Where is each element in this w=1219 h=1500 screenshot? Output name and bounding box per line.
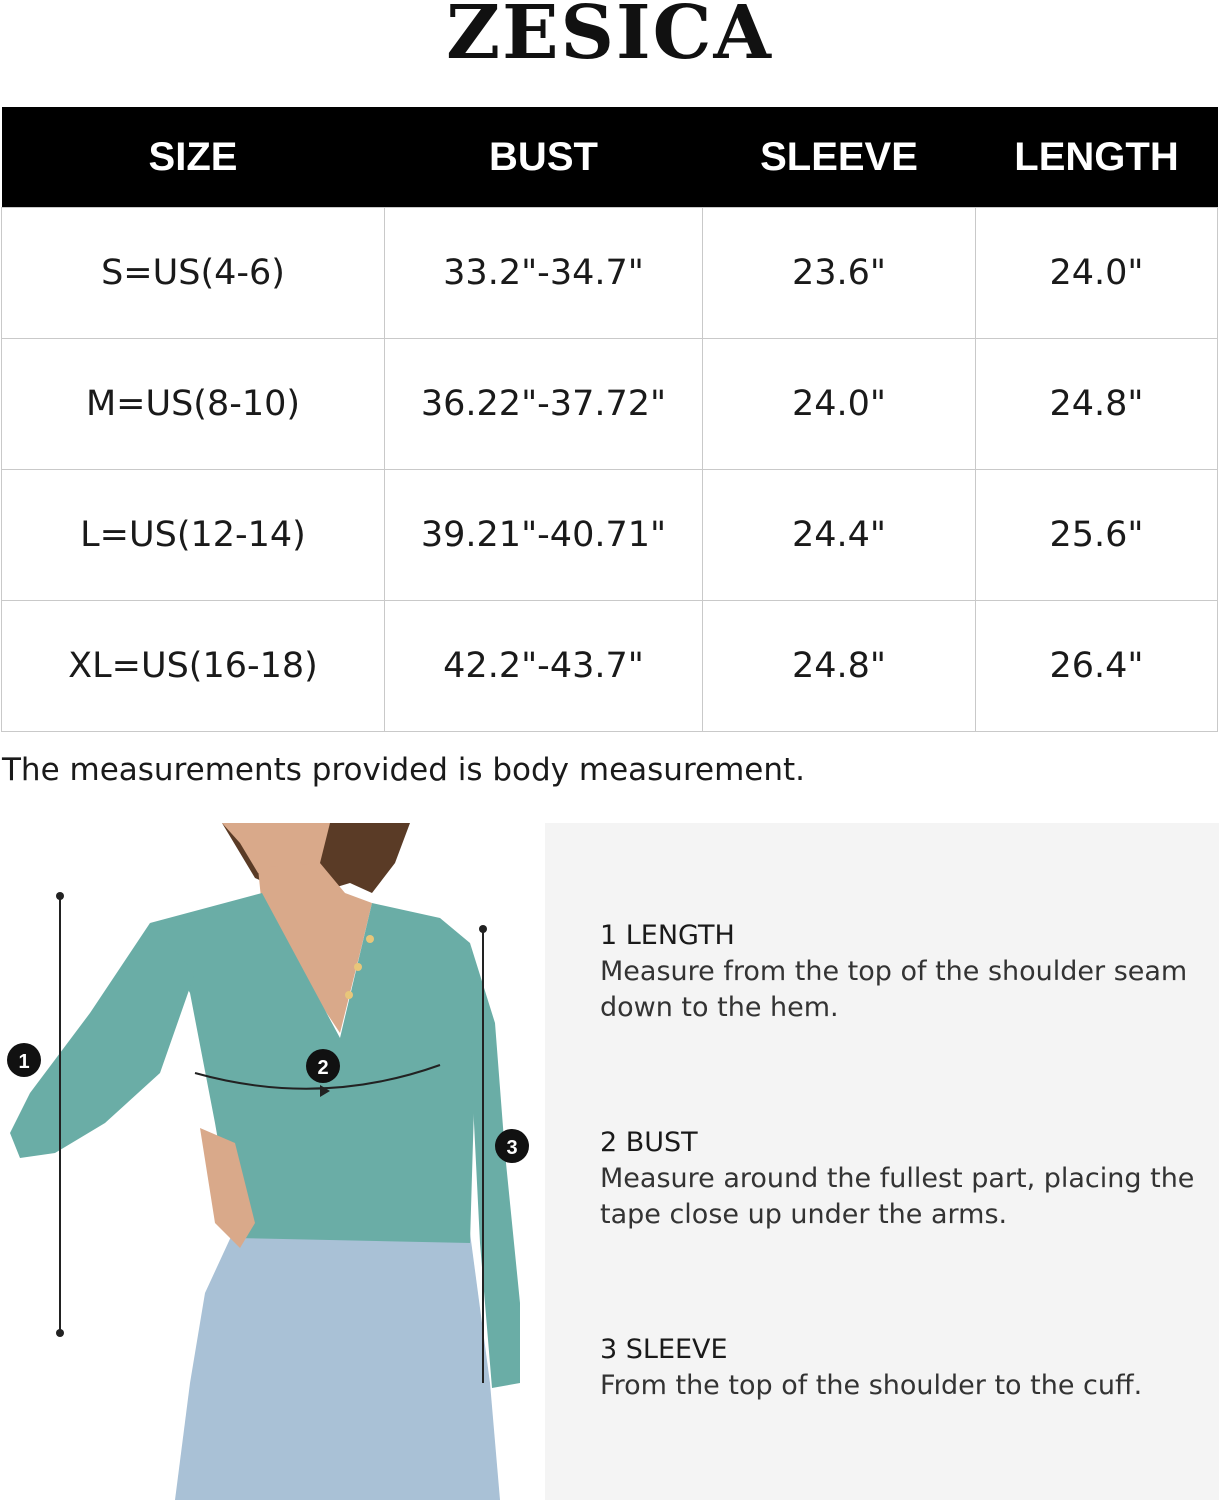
cell-size: S=US(4-6) xyxy=(2,208,385,339)
table-row xyxy=(2,339,1218,470)
bust-instruction xyxy=(600,1125,1200,1233)
instruction-heading: 3 SLEEVE xyxy=(600,1334,728,1365)
cell-size: XL=US(16-18) xyxy=(2,601,385,732)
table-row xyxy=(2,208,1218,339)
button-icon xyxy=(345,991,353,999)
cell-bust: 33.2"-34.7" xyxy=(385,208,703,339)
instruction-text: From the top of the shoulder to the cuff. xyxy=(600,1370,1143,1401)
header-bust: BUST xyxy=(385,107,703,208)
cell-length: 24.0" xyxy=(976,208,1218,339)
measurement-guide-panel xyxy=(545,823,1219,1500)
cell-length: 25.6" xyxy=(976,470,1218,601)
header-sleeve: SLEEVE xyxy=(703,107,976,208)
header-length: LENGTH xyxy=(976,107,1218,208)
cell-bust: 36.22"-37.72" xyxy=(385,339,703,470)
cell-size: M=US(8-10) xyxy=(2,339,385,470)
model-photo xyxy=(0,823,545,1500)
instruction-heading: 1 LENGTH xyxy=(600,920,735,951)
size-chart-table xyxy=(1,107,1218,732)
cell-sleeve: 23.6" xyxy=(703,208,976,339)
length-instruction xyxy=(600,918,1200,1026)
marker-2-label: 2 xyxy=(317,1057,329,1079)
marker-3-label: 3 xyxy=(506,1137,518,1159)
measurement-note: The measurements provided is body measurement. xyxy=(2,752,806,788)
cell-bust: 39.21"-40.71" xyxy=(385,470,703,601)
cell-sleeve: 24.8" xyxy=(703,601,976,732)
cell-length: 24.8" xyxy=(976,339,1218,470)
sleeve-instruction xyxy=(600,1332,1200,1404)
instruction-heading: 2 BUST xyxy=(600,1127,698,1158)
cell-sleeve: 24.0" xyxy=(703,339,976,470)
cell-length: 26.4" xyxy=(976,601,1218,732)
cell-bust: 42.2"-43.7" xyxy=(385,601,703,732)
table-header-row xyxy=(2,107,1218,208)
instruction-text: Measure from the top of the shoulder seam down to the hem. xyxy=(600,956,1188,1023)
table-row xyxy=(2,470,1218,601)
marker-1-label: 1 xyxy=(18,1051,30,1073)
button-icon xyxy=(354,963,362,971)
header-size: SIZE xyxy=(2,107,385,208)
button-icon xyxy=(366,935,374,943)
cell-sleeve: 24.4" xyxy=(703,470,976,601)
jeans-shape xyxy=(175,1228,500,1500)
instruction-text: Measure around the fullest part, placing the tape close up under the arms. xyxy=(600,1163,1195,1230)
table-row xyxy=(2,601,1218,732)
brand-logo: ZESICA xyxy=(446,0,773,76)
cell-size: L=US(12-14) xyxy=(2,470,385,601)
